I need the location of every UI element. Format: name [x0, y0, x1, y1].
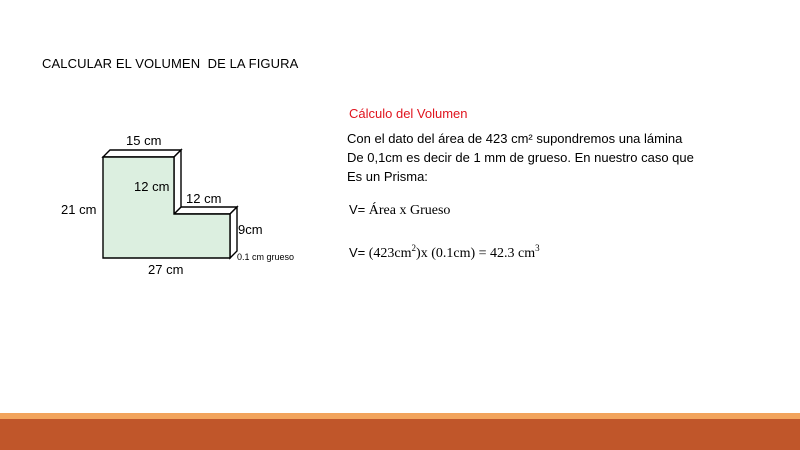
right-side-face: [230, 207, 237, 258]
footer-thick-bar: [0, 419, 800, 450]
label-left-height: 21 cm: [61, 202, 97, 217]
result-exp-b: 3: [535, 243, 540, 253]
paragraph-line: Con el dato del área de 423 cm² supondremos una lámina: [347, 131, 683, 146]
label-right-height: 9cm: [238, 222, 263, 237]
upper-side-face: [174, 150, 181, 214]
result-part-a: (423cm: [368, 246, 412, 261]
result-part-b: )x (0.1cm) = 42.3 cm: [416, 246, 536, 261]
label-inner-horizontal: 12 cm: [186, 191, 222, 206]
volume-formula: [349, 202, 450, 219]
formula-prefix: V=: [349, 202, 366, 217]
slide-title: CALCULAR EL VOLUMEN DE LA FIGURA: [42, 56, 299, 71]
top-face: [103, 150, 181, 157]
label-bottom-width: 27 cm: [148, 262, 184, 277]
calculation-paragraph: [347, 129, 747, 186]
paragraph-line: De 0,1cm es decir de 1 mm de grueso. En nuestro caso que: [347, 150, 694, 165]
paragraph-line: Es un Prisma:: [347, 169, 428, 184]
step-face: [174, 207, 237, 214]
l-shape-figure: [55, 125, 315, 285]
formula-expression: Área x Grueso: [368, 203, 451, 218]
label-inner-vertical: 12 cm: [134, 179, 170, 194]
result-prefix: V=: [349, 245, 366, 260]
calculation-heading: Cálculo del Volumen: [349, 106, 468, 121]
result-exp-a: 2: [411, 243, 417, 253]
label-top-width: 15 cm: [126, 133, 162, 148]
volume-result: [349, 245, 540, 262]
label-thickness: 0.1 cm grueso: [237, 252, 295, 262]
